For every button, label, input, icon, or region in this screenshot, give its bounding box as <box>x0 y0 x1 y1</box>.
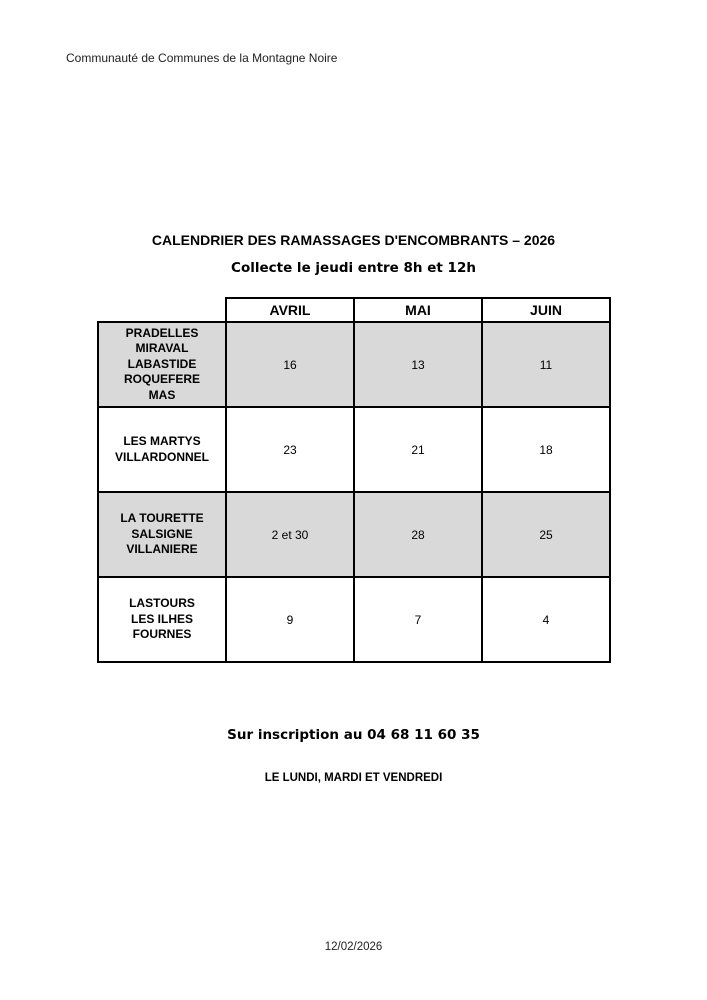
month-header-june: JUIN <box>482 298 610 322</box>
month-header-may: MAI <box>354 298 482 322</box>
month-header-april: AVRIL <box>226 298 354 322</box>
organization-name: Communauté de Communes de la Montagne Noire <box>66 51 338 65</box>
commune-name: LABASTIDE <box>127 356 197 371</box>
communes-cell <box>98 577 226 662</box>
commune-name: SALSIGNE <box>131 526 193 541</box>
commune-name: MAS <box>148 387 176 402</box>
commune-name: VILLANIERE <box>126 542 198 557</box>
date-cell-may: 21 <box>354 407 482 492</box>
table-row <box>98 577 610 662</box>
commune-name: LES ILHES <box>130 611 193 626</box>
communes-cell <box>98 492 226 577</box>
footer-date: 12/02/2026 <box>324 941 383 953</box>
document-subtitle: Collecte le jeudi entre 8h et 12h <box>231 260 476 276</box>
date-cell-april: 2 et 30 <box>226 492 354 577</box>
date-cell-april: 9 <box>226 577 354 662</box>
commune-name: LA TOURETTE <box>120 511 204 526</box>
commune-name: MIRAVAL <box>135 341 189 356</box>
table-row <box>98 322 610 407</box>
commune-name: ROQUEFERE <box>123 372 200 387</box>
collection-schedule-table <box>97 297 611 663</box>
table-row <box>98 492 610 577</box>
commune-name: LASTOURS <box>129 596 195 611</box>
date-cell-june: 4 <box>482 577 610 662</box>
document-title: CALENDRIER DES RAMASSAGES D'ENCOMBRANTS – 2026 <box>151 232 556 248</box>
registration-days: LE LUNDI, MARDI ET VENDREDI <box>264 772 443 784</box>
commune-name: FOURNES <box>132 627 192 642</box>
date-cell-may: 7 <box>354 577 482 662</box>
date-cell-april: 16 <box>226 322 354 407</box>
date-cell-april: 23 <box>226 407 354 492</box>
communes-cell <box>98 407 226 492</box>
commune-name: VILLARDONNEL <box>115 449 209 464</box>
date-cell-june: 25 <box>482 492 610 577</box>
date-cell-june: 11 <box>482 322 610 407</box>
table-row <box>98 407 610 492</box>
commune-name: LES MARTYS <box>123 434 201 448</box>
registration-phone: Sur inscription au 04 68 11 60 35 <box>227 727 480 743</box>
commune-name: PRADELLES <box>125 325 199 340</box>
date-cell-may: 13 <box>354 322 482 407</box>
table-header-row <box>98 298 610 322</box>
date-cell-june: 18 <box>482 407 610 492</box>
communes-cell <box>98 322 226 407</box>
date-cell-may: 28 <box>354 492 482 577</box>
table-corner-cell <box>98 298 226 322</box>
